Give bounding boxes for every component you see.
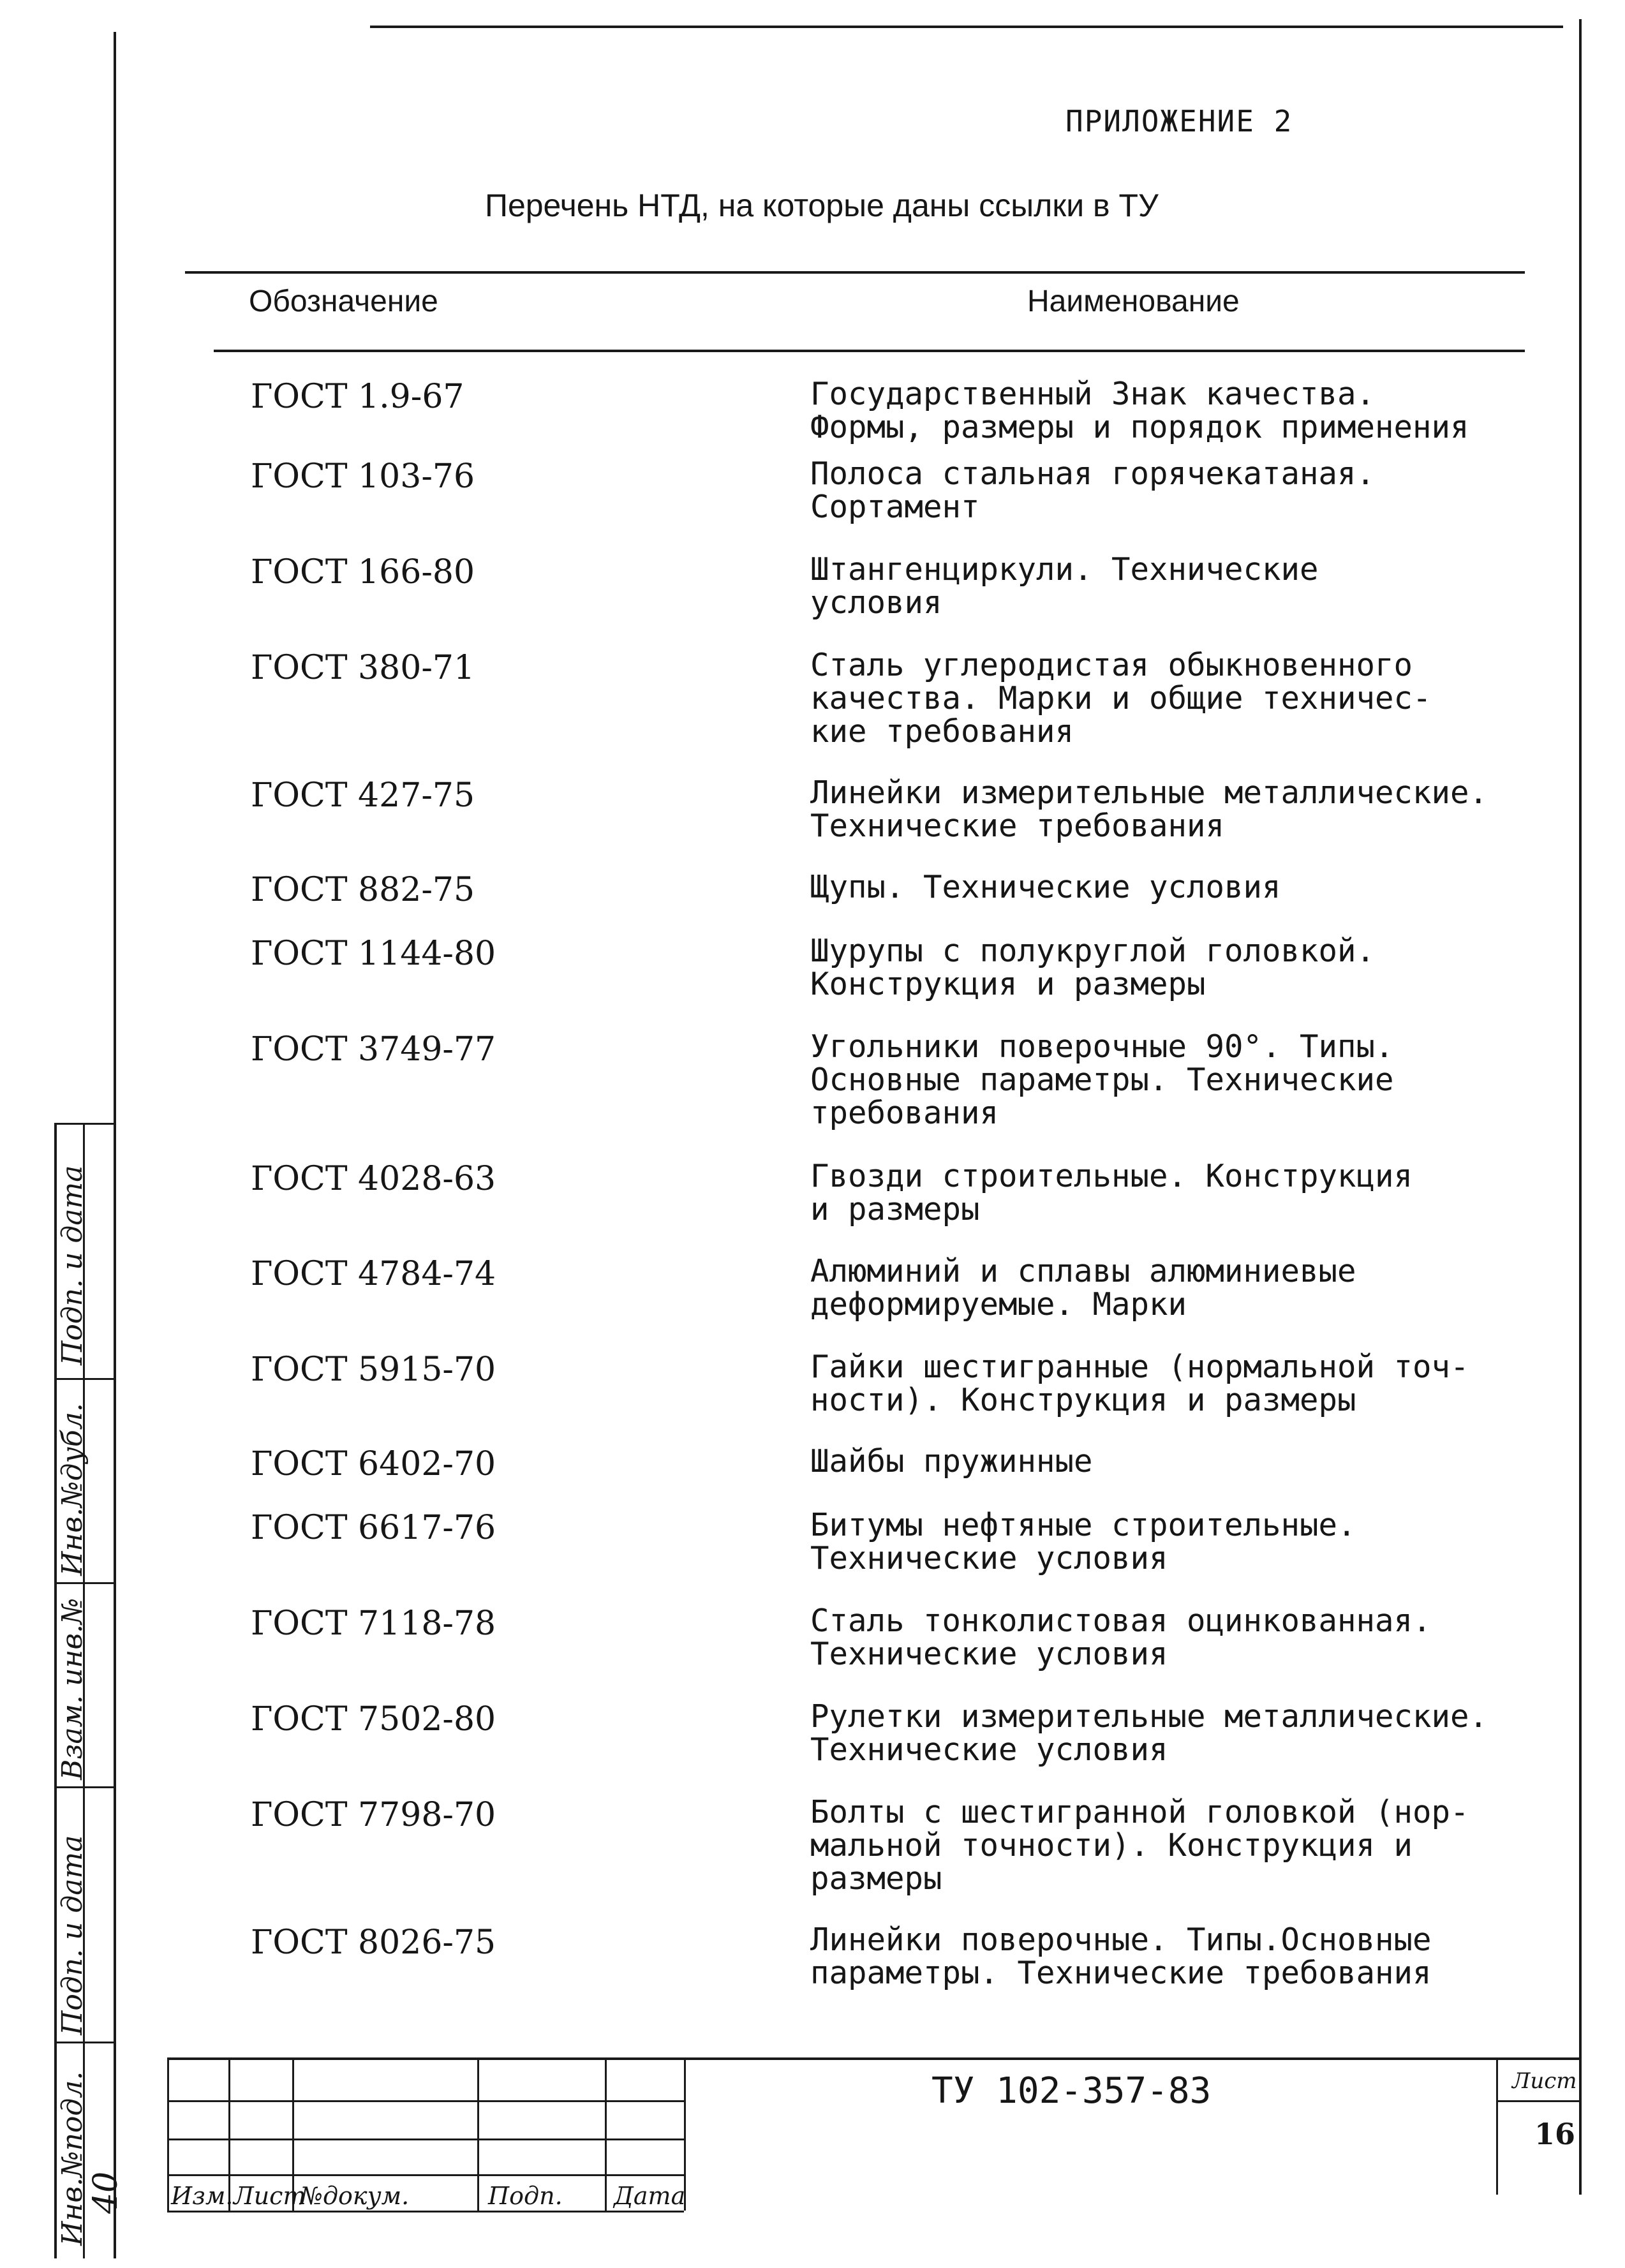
sheet-label: Лист (1512, 2068, 1577, 2094)
side-label-sign-date-2: Подп. и дата (56, 1835, 89, 2035)
gost-code: ГОСТ 8026-75 (251, 1923, 496, 1962)
title-block-col-change: Изм. (171, 2182, 234, 2210)
side-label-sign-date: Подп. и дата (56, 1165, 89, 1365)
title-block-col-rule (477, 2057, 479, 2211)
side-label-dup-inv: Инв.№дубл. (56, 1403, 89, 1576)
gost-code: ГОСТ 6617-76 (251, 1509, 496, 1547)
side-stamp-rule (54, 1786, 115, 1788)
gost-code: ГОСТ 882-75 (251, 871, 475, 909)
gost-title: Государственный Знак качества. Формы, размеры и порядок применения (810, 376, 1469, 445)
left-border (114, 32, 116, 2258)
gost-title: Рулетки измерительные металлические. Технические условия (810, 1698, 1488, 1768)
gost-title: Угольники поверочные 90°. Типы. Основные параметры. Технические требования (810, 1028, 1394, 1131)
side-label-replace-inv: Взам. инв.№ (56, 1597, 89, 1780)
gost-code: ГОСТ 1.9-67 (251, 378, 464, 416)
gost-code: ГОСТ 103-76 (251, 457, 475, 496)
gost-title: Шайбы пружинные (810, 1443, 1093, 1479)
title-block-col-rule (605, 2057, 607, 2211)
gost-title: Сталь тонколистовая оцинкованная. Технические условия (810, 1603, 1432, 1672)
title-block-sheet-rule (1496, 2100, 1579, 2102)
table-header-top-rule (185, 271, 1525, 274)
gost-title: Битумы нефтяные строительные. Технические условия (810, 1507, 1356, 1576)
gost-title: Линейки измерительные металлические. Технические требования (810, 775, 1488, 844)
gost-code: ГОСТ 4784-74 (251, 1255, 496, 1293)
gost-title: Полоса стальная горячекатаная. Сортамент (810, 456, 1376, 525)
gost-title: Болты с шестигранной головкой (нор- мальной точности). Конструкция и размеры (810, 1794, 1469, 1897)
gost-title: Гвозди строительные. Конструкция и размеры (810, 1158, 1413, 1227)
title-block-col-date: Дата (614, 2182, 686, 2210)
right-border (1579, 19, 1582, 2195)
document-heading: Перечень НТД, на которые даны ссылки в ТУ (485, 188, 1159, 223)
gost-code: ГОСТ 4028-63 (251, 1160, 496, 1198)
side-label-orig-inv: Инв.№подл. (56, 2071, 89, 2246)
column-header-designation: Обозначение (249, 285, 438, 318)
gost-code: ГОСТ 166-80 (251, 553, 475, 591)
gost-code: ГОСТ 7502-80 (251, 1700, 496, 1738)
gost-title: Щупы. Технические условия (810, 869, 1281, 905)
document-number: ТУ 102-357-83 (931, 2070, 1212, 2112)
gost-code: ГОСТ 5915-70 (251, 1351, 496, 1389)
gost-code: ГОСТ 1144-80 (251, 935, 496, 973)
gost-title: Сталь углеродистая обыкновенного качества. Марки и общие техничес- кие требования (810, 647, 1432, 750)
title-block-sheet-rule (1496, 2057, 1498, 2195)
gost-title: Штангенциркули. Технические условия (810, 551, 1319, 621)
title-block-bottom-rule (167, 2211, 684, 2212)
side-stamp-rule (54, 1378, 115, 1380)
title-block-top-rule (167, 2057, 1579, 2060)
side-stamp-rule (54, 1123, 115, 1125)
title-block-col-sheet: Лист (234, 2182, 306, 2210)
gost-code: ГОСТ 380-71 (251, 649, 475, 687)
gost-title: Шурупы с полукруглой головкой. Конструкция и размеры (810, 933, 1376, 1002)
side-stamp-rule (54, 1582, 115, 1584)
gost-code: ГОСТ 3749-77 (251, 1030, 496, 1069)
top-border (370, 26, 1563, 28)
column-header-name: Наименование (1027, 285, 1240, 318)
gost-code: ГОСТ 427-75 (251, 776, 475, 815)
appendix-title: ПРИЛОЖЕНИЕ 2 (1065, 104, 1293, 138)
title-block-col-rule (167, 2057, 169, 2211)
gost-code: ГОСТ 6402-70 (251, 1445, 496, 1483)
title-block-col-docnum: №докум. (300, 2182, 410, 2210)
gost-code: ГОСТ 7118-78 (251, 1605, 496, 1643)
title-block-col-sign: Подп. (488, 2182, 563, 2210)
side-stamp-number: 40 (87, 2171, 125, 2214)
side-stamp-rule (54, 2042, 115, 2043)
gost-code: ГОСТ 7798-70 (251, 1796, 496, 1834)
sheet-number: 16 (1534, 2117, 1576, 2151)
gost-title: Гайки шестигранные (нормальной точ- ности). Конструкция и размеры (810, 1349, 1469, 1418)
gost-title: Алюминий и сплавы алюминиевые деформируемые. Марки (810, 1253, 1356, 1323)
gost-title: Линейки поверочные. Типы.Основные параметры. Технические требования (810, 1922, 1432, 1991)
table-header-bottom-rule (214, 350, 1525, 352)
